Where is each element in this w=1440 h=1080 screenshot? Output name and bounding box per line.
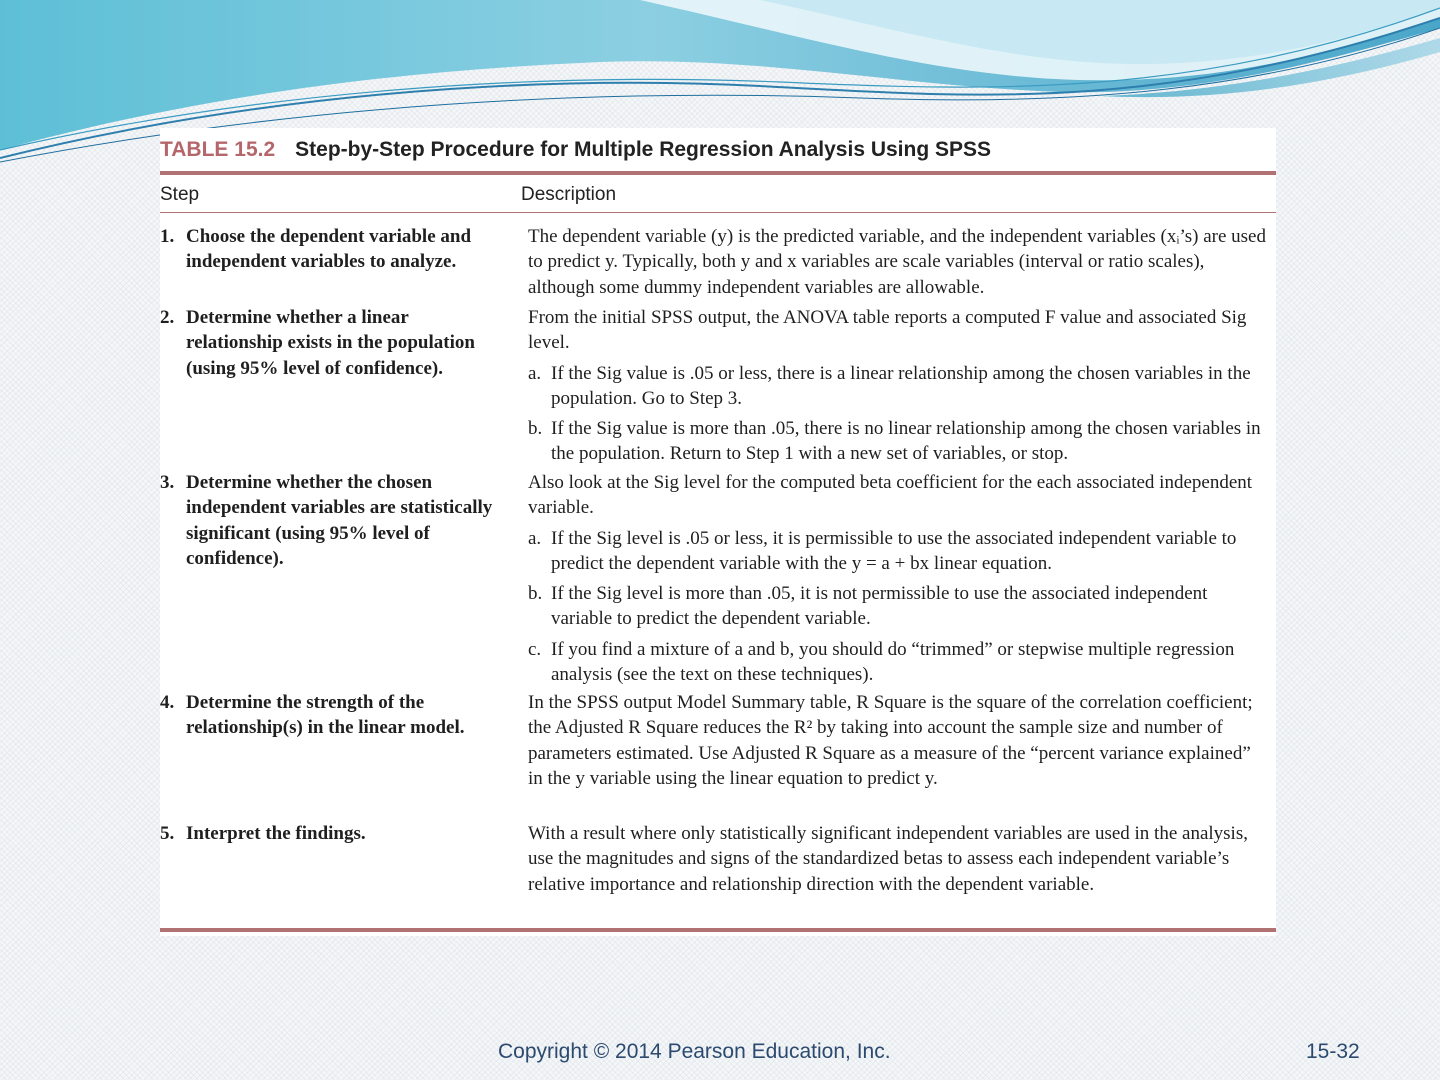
step-number: 3. xyxy=(160,472,175,493)
step-text: Determine whether a linear relationship exists in the population (using 95% level of confidence). xyxy=(186,307,475,379)
sub-item-letter: a. xyxy=(528,527,542,549)
step-number: 2. xyxy=(160,307,175,328)
description-sub-item xyxy=(528,581,1268,632)
step-cell xyxy=(160,305,510,381)
sub-item-text: If the Sig value is .05 or less, there is a linear relationship among the chosen variables in the population. Go to Step 3. xyxy=(551,362,1251,409)
step-number: 4. xyxy=(160,692,175,713)
step-text: Determine the strength of the relationship(s) in the linear model. xyxy=(186,692,465,739)
description-paragraph: With a result where only statistically significant independent variables are used in the analysis, use the magnitudes and signs of the standardized betas to assess each independent variable’s relative importance and relationship direction with the dependent variable. xyxy=(528,823,1248,895)
sub-item-text: If the Sig level is more than .05, it is not permissible to use the associated independent variable to predict the dependent variable. xyxy=(551,583,1208,630)
step-number: 5. xyxy=(160,823,175,844)
description-sub-item xyxy=(528,526,1268,577)
sub-item-text: If the Sig value is more than .05, there is no linear relationship among the chosen variables in the population. Return to Step 1 with a new set of variables, or stop. xyxy=(551,418,1261,465)
top-rule xyxy=(160,171,1276,175)
description-paragraph: Also look at the Sig level for the computed beta coefficient for the each associated independent variable. xyxy=(528,472,1253,519)
step-text: Determine whether the chosen independent variables are statistically significant (using 95% level of confidence). xyxy=(186,472,493,569)
description-paragraph: In the SPSS output Model Summary table, R Square is the square of the correlation coefficient; the Adjusted R Square reduces the R² by taking into account the sample size and number of parameters estimated. Use Adjusted R Square as a measure of the “percent variance explained” in the y variable using the linear equation to predict y. xyxy=(528,692,1253,789)
description-sub-item xyxy=(528,361,1268,412)
sub-item-text: If you find a mixture of a and b, you should do “trimmed” or stepwise multiple regression analysis (see the text on these techniques). xyxy=(551,638,1235,686)
description-cell xyxy=(528,470,1268,687)
bottom-rule xyxy=(160,928,1276,932)
sub-item-letter: a. xyxy=(528,362,542,384)
step-text: Interpret the findings. xyxy=(186,823,366,844)
description-sub-item xyxy=(528,416,1268,467)
slide-number: 15-32 xyxy=(1306,1040,1360,1063)
step-text: Choose the dependent variable and independent variables to analyze. xyxy=(186,226,472,273)
sub-item-letter: b. xyxy=(528,583,543,605)
step-cell xyxy=(160,470,510,571)
description-paragraph: From the initial SPSS output, the ANOVA table reports a computed F value and associated Sig level. xyxy=(528,307,1247,354)
sub-item-letter: c. xyxy=(528,638,542,660)
procedure-table xyxy=(160,128,1276,936)
sub-item-text: If the Sig level is .05 or less, it is permissible to use the associated independent variable to predict the dependent variable with the y = a + bx linear equation. xyxy=(551,527,1237,574)
step-cell xyxy=(160,821,510,846)
copyright-text: Copyright © 2014 Pearson Education, Inc. xyxy=(498,1040,891,1063)
description-cell xyxy=(528,690,1268,791)
header-rule xyxy=(160,212,1276,213)
description-column-header: Description xyxy=(521,184,617,205)
table-title: Step-by-Step Procedure for Multiple Regression Analysis Using SPSS xyxy=(295,138,992,161)
step-column-header: Step xyxy=(160,184,200,205)
description-cell xyxy=(528,224,1268,300)
description-paragraph: The dependent variable (y) is the predicted variable, and the independent variables (xᵢ’s) are used to predict y. Typically, both y and x variables are scale variables (interval or ratio scales), although some dummy independent variables are allowable. xyxy=(528,226,1266,298)
step-cell xyxy=(160,224,510,275)
sub-item-letter: b. xyxy=(528,418,543,440)
table-caption xyxy=(160,138,991,162)
description-cell xyxy=(528,821,1268,897)
step-cell xyxy=(160,690,510,741)
description-sub-item xyxy=(528,637,1268,688)
table-number: TABLE 15.2 xyxy=(160,138,276,161)
description-cell xyxy=(528,305,1268,467)
step-number: 1. xyxy=(160,226,175,247)
